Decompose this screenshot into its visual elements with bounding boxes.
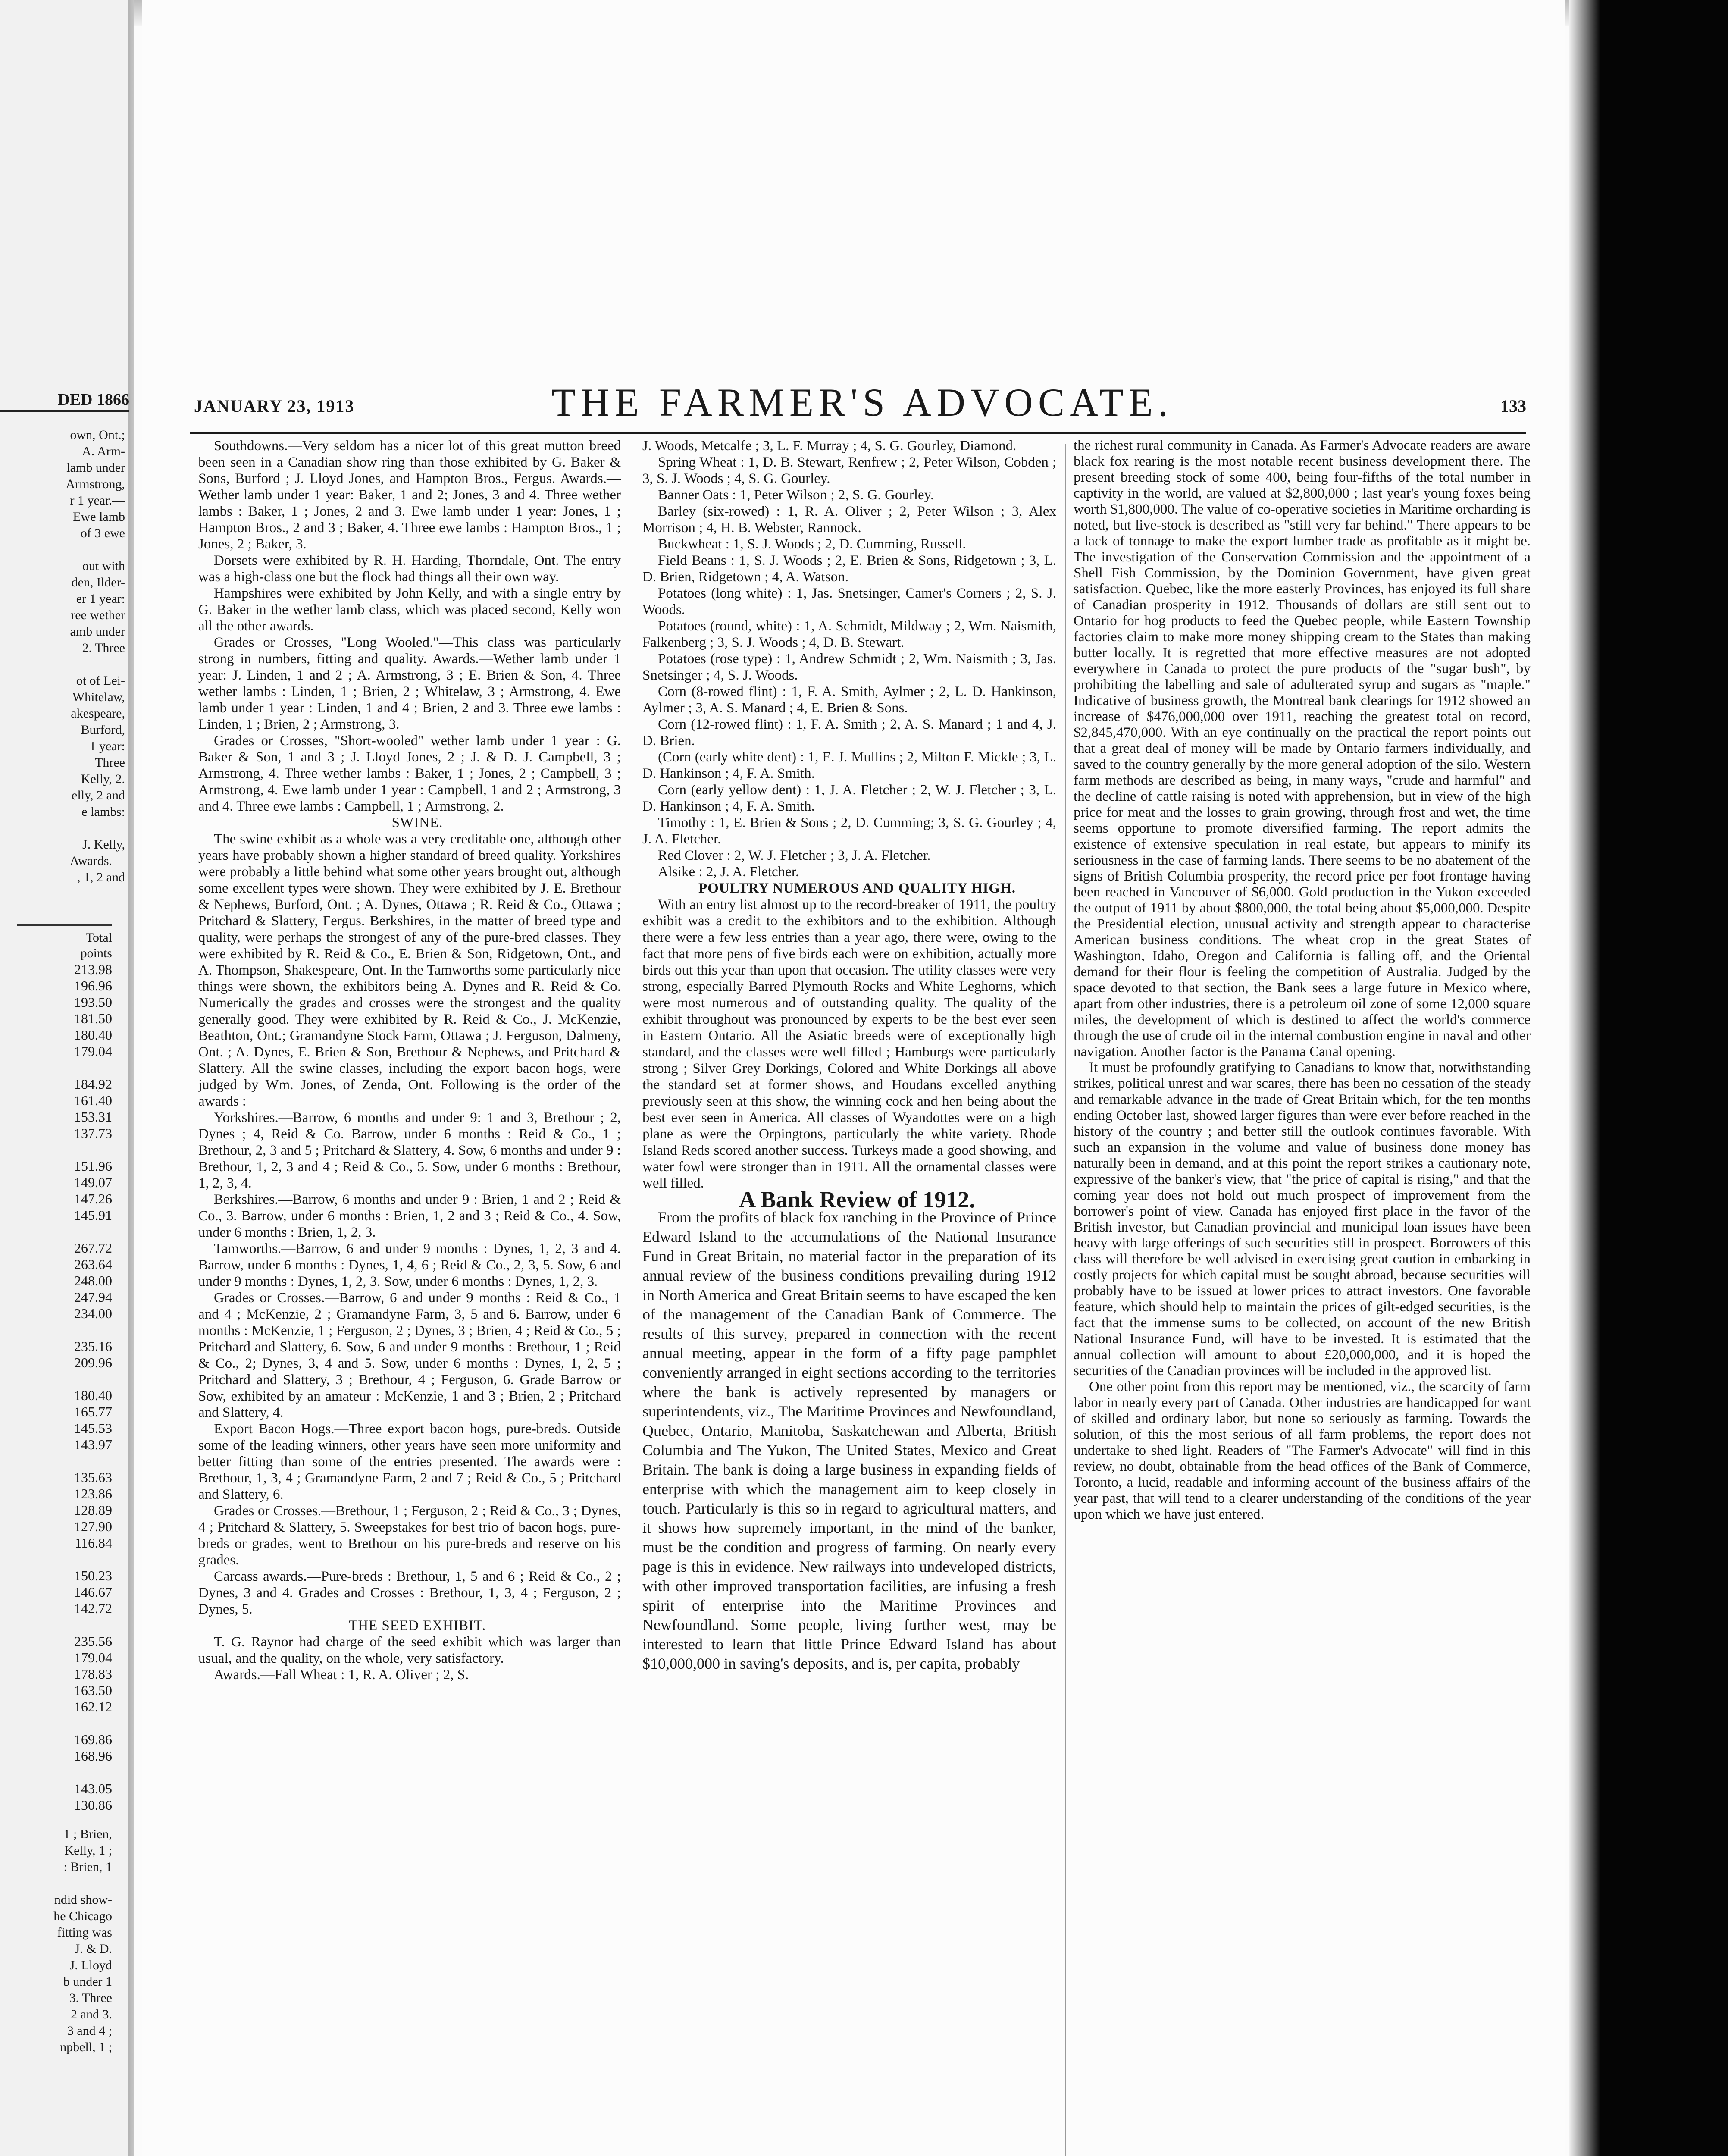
sliver-total-gap <box>0 1223 112 1240</box>
sliver-total-value: 165.77 <box>74 1404 112 1420</box>
sliver-total-value: 146.67 <box>74 1584 112 1600</box>
sliver-tail-fragments: 1 ; Brien, Kelly, 1 ; : Brien, 1 ndid show- he Chicago fitting was J. & D. J. Lloyd b under 1 3. Three 2 and 3. 3 and 4 ; npbell, 1 ; <box>53 1827 112 2054</box>
banner-oats-paragraph: Banner Oats : 1, Peter Wilson ; 2, S. G. Gourley. <box>658 487 934 503</box>
page-fold-shadow <box>128 0 134 2156</box>
sliver-total-gap <box>0 1371 112 1387</box>
sliver-total-value: 263.64 <box>74 1257 112 1272</box>
sliver-total-value: 149.07 <box>74 1175 112 1190</box>
corn-12-rowed-paragraph: Corn (12-rowed flint) : 1, F. A. Smith ; 2, A. S. Manard ; 1 and 4, J. D. Brien. <box>642 717 1056 749</box>
sliver-total-value: 142.72 <box>74 1601 112 1616</box>
sliver-total-value: 235.56 <box>74 1633 112 1649</box>
corn-8-rowed-paragraph: Corn (8-rowed flint) : 1, F. A. Smith, Aylmer ; 2, L. D. Hankinson, Aylmer ; 3, A. S. Manard ; 4, E. Brien & Sons. <box>642 684 1056 716</box>
sliver-total-value: 163.50 <box>74 1683 112 1698</box>
sliver-total-gap <box>0 1141 112 1158</box>
alsike-paragraph: Alsike : 2, J. A. Fletcher. <box>658 864 799 880</box>
sliver-totals-column <box>0 923 112 2056</box>
tamworths-paragraph: Tamworths.—Barrow, 6 and under 9 months : Dynes, 1, 2, 3 and 4. Barrow, under 6 months : Dynes, 1, 4, 6 ; Reid & Co., 2, 3, 5. Sow, 6 and under 9 months : Dynes, 1, 2, 3. Sow, under 6 months : Dynes, 1, 2, 3. <box>198 1241 621 1289</box>
sliver-total-gap <box>0 1322 112 1338</box>
sliver-total-value: 180.40 <box>74 1027 112 1043</box>
export-bacon-paragraph: Export Bacon Hogs.—Three export bacon hogs, pure-breds. Outside some of the leading winners, other years have seen more uniformity and better fitting than some of the entries presented. The awards were : Brethour, 1, 3, 4 ; Gramandyne Farm, 2 and 7 ; Reid & Co., 5 ; Pritchard and Slattery, 6. <box>198 1421 621 1502</box>
sliver-total-value: 267.72 <box>74 1240 112 1256</box>
field-beans-paragraph: Field Beans : 1, S. J. Woods ; 2, E. Brien & Sons, Ridgetown ; 3, L. D. Brien, Ridgetown ; 4, A. Watson. <box>642 553 1056 585</box>
buckwheat-paragraph: Buckwheat : 1, S. J. Woods ; 2, D. Cumming, Russell. <box>658 536 966 552</box>
sliver-total-value: 127.90 <box>74 1519 112 1534</box>
running-head <box>194 379 1526 427</box>
sliver-total-value: 123.86 <box>74 1486 112 1501</box>
sliver-total-gap <box>0 1453 112 1469</box>
timothy-paragraph: Timothy : 1, E. Brien & Sons ; 2, D. Cumming; 3, S. G. Gourley ; 4, J. A. Fletcher. <box>642 815 1056 847</box>
yorkshires-paragraph: Yorkshires.—Barrow, 6 months and under 9: 1 and 3, Brethour ; 2, Dynes ; 4, Reid & Co. Barrow, under 6 months : Reid & Co., 1 ; Brethour, 2, 3 and 5 ; Pritchard & Slattery, 4. Sow, 6 months and under 9 : Brethour, 1, 2, 3 and 4 ; Reid & Co., 5. Sow, under 6 months : Brethour, 1, 2, 3, 4. <box>198 1110 621 1191</box>
sliver-total-value: 168.96 <box>74 1748 112 1764</box>
red-clover-paragraph: Red Clover : 2, W. J. Fletcher ; 3, J. A. Fletcher. <box>658 848 931 863</box>
seed-exhibit-heading: THE SEED EXHIBIT. <box>349 1618 486 1633</box>
farm-labor-paragraph: One other point from this report may be mentioned, viz., the scarcity of farm labor in nearly every part of Canada. Other industries are handicapped for want of skilled and ordinary labor, but none so seriously as farming. Towards the solution, of this the most serious of all farm problems, the report does not undertake to shed light. Readers of "The Farmer's Advocate" will find in this review, no doubt, obtainable from the head offices of the Bank of Commerce, Toronto, a lucid, readable and informing account of the business affairs of the year past, that will tend to a clearer understanding of the conditions of the year upon which we have just entered. <box>1074 1379 1531 1522</box>
southdowns-paragraph: Southdowns.—Very seldom has a nicer lot of this great mutton breed been seen in a Canadian show ring than those exhibited by G. Baker & Sons, Burford ; J. Lloyd Jones, and Hampton Bros., Fergus. Awards.—Wether lamb under 1 year: Baker, 1 and 2; Jones, 3 and 4. Three wether lambs : Baker, 1 ; Jones, 2 and 3. Ewe lamb under 1 year: Jones, 1 ; Hampton Bros., 2 and 3 ; Baker, 4. Three ewe lambs : Hampton Bros., 1 ; Jones, 2 ; Baker, 3. <box>198 438 621 552</box>
sliver-total-value: 193.50 <box>74 994 112 1010</box>
sliver-total-value: 235.16 <box>74 1338 112 1354</box>
sliver-total-value: 150.23 <box>74 1568 112 1583</box>
seed-intro-paragraph: T. G. Raynor had charge of the seed exhibit which was larger than usual, and the quality, on the whole, very satisfactory. <box>198 1634 621 1666</box>
poultry-paragraph: With an entry list almost up to the record-breaker of 1911, the poultry exhibit was a credit to the exhibitors and to the exhibition. Although there were a few less entries than a year ago, there were, owing to the fact that more pens of five birds each were on exhibition, actually more birds out this year than upon that occasion. The utility classes were very strong, especially Barred Plymouth Rocks and White Leghorns, which were most numerous and of outstanding quality. The quality of the exhibit throughout was pronounced by experts to be the best ever seen in Eastern Ontario. All the Asiatic breeds were of exceptionally high standard, and the classes were well filled ; Hamburgs were particularly strong ; Silver Grey Dorkings, Colored and White Dorkings all above the standard set at former shows, and Houdans excelled anything previously seen at this show, the winning cock and hen being about the best ever seen in America. All classes of Wyandottes were on a high plane as were the Orpingtons, particularly the white variety. Rhode Island Reds scored another success. Turkeys made a good showing, and water fowl were stronger than in 1911. All the ornamental classes were well filled. <box>642 897 1056 1191</box>
bank-review-title: A Bank Review of 1912. <box>739 1187 975 1213</box>
page-number: 133 <box>1500 396 1526 416</box>
sliver-total-value: 145.91 <box>74 1207 112 1223</box>
sliver-total-value: 135.63 <box>74 1470 112 1485</box>
sliver-total-gap <box>0 1764 112 1780</box>
film-right-border <box>1600 0 1728 2156</box>
masthead-title: THE FARMER'S ADVOCATE. <box>551 380 1173 424</box>
sliver-total-value: 128.89 <box>74 1502 112 1518</box>
sliver-total-value: 179.04 <box>74 1044 112 1059</box>
potatoes-round-paragraph: Potatoes (round, white) : 1, A. Schmidt, Mildway ; 2, Wm. Naismith, Falkenberg ; 3, S. J. Woods ; 4, D. B. Stewart. <box>642 618 1056 650</box>
sliver-table-rule <box>17 924 112 926</box>
header-rule <box>190 432 1526 434</box>
sliver-total-value: 209.96 <box>74 1355 112 1370</box>
potatoes-rose-paragraph: Potatoes (rose type) : 1, Andrew Schmidt ; 2, Wm. Naismith ; 3, Jas. Snetsinger ; 4, S. J. Woods. <box>642 651 1056 683</box>
sliver-total-value: 196.96 <box>74 978 112 993</box>
sliver-total-value: 147.26 <box>74 1191 112 1206</box>
previous-page-sliver <box>0 0 134 2156</box>
spring-wheat-paragraph: Spring Wheat : 1, D. B. Stewart, Renfrew ; 2, Peter Wilson, Cobden ; 3, S. J. Woods ; 4, S. G. Gourley. <box>642 454 1056 486</box>
barley-paragraph: Barley (six-rowed) : 1, R. A. Oliver ; 2, Peter Wilson ; 3, Alex Morrison ; 4, H. B. Webster, Rannock. <box>642 504 1056 536</box>
sliver-total-value: 116.84 <box>75 1535 112 1551</box>
sliver-total-value: 151.96 <box>74 1158 112 1174</box>
sliver-total-value: 153.31 <box>74 1109 112 1125</box>
sliver-total-gap <box>0 1617 112 1633</box>
film-edge-gradient <box>1569 0 1600 2156</box>
sliver-total-gap <box>0 1715 112 1731</box>
dorsets-paragraph: Dorsets were exhibited by R. H. Harding, Thorndale, Ont. The entry was a high-class one but the flock had things all their own way. <box>198 553 621 585</box>
sliver-total-value: 137.73 <box>74 1125 112 1141</box>
sliver-total-value: 181.50 <box>74 1011 112 1026</box>
sliver-total-value: 169.86 <box>74 1732 112 1747</box>
sliver-total-gap <box>0 1551 112 1567</box>
sliver-total-value: 161.40 <box>74 1093 112 1108</box>
sliver-totals-heading: Total <box>85 931 112 945</box>
bank-review-continued: the richest rural community in Canada. As Farmer's Advocate readers are aware black fox rearing is the most notable recent business development there. The present breeding stock of some 400, being four-fifths of the total number in captivity in the world, are valued at $2,800,000 ; last year's young foxes being worth $1,800,000. The value of co-operative societies in Maritime orcharding is noted, but live-stock is described as "still very far behind." There appears to be a lack of tonnage to make the export lumber trade as profitable as it might be. The investigation of the Conservation Commission and the appointment of a Shell Fish Commission, by the Dominion Government, have given great satisfaction. Quebec, like the more easterly Provinces, has enjoyed its full share of Canadian prosperity in 1912. Thousands of dollars are still sent out to Ontario for hog products to feed the Quebec people, while Eastern Township factories claim to make more money shipping cream to the States than making butter locally. It is regretted that more effective measures are not adopted everywhere in Canada to protect the pure products of the "sugar bush", by prohibiting the labelling and sale of adulterated syrup and sugars as "maple." Indicative of business growth, the Montreal bank clearings for 1912 showed an increase of $476,000,000 over 1911, reaching the greatest total on record, $2,845,470,000. With an eye continually on the practical the report points out that a great deal of money will be made by Ontario farmers individually, and saved to the country generally by the more general adoption of the silo. Western farm methods are described as being, in many ways, "crude and harmful" and the decline of cattle raising is noted with apprehension, but in view of the high price for meat and the losses to grain growing, through frost and wet, the time seems opportune to promote diversified farming. The report admits the existence of extensive speculation in real estate, but appears to minify its seriousness in the case of farming lands. There seems to be no abatement of the signs of British Columbia prosperity, the record price per foot frontage having been reached in Vancouver of $6,000. Gold production in the Yukon exceeded the output of 1911 by about $800,000, the total being about $5,000,000. Despite the Presidential election, unusual activity and strength appear to characterise American business conditions. The wheat crop in the great States of Washington, Idaho, Oregon and California is falling off, and the Oriental demand for their flour is feeling the competition of Australia. Judged by the space devoted to that section, the Bank sees a large future in Mexico where, apart from other industries, there is a petroleum oil zone of some 12,000 square miles, the development of which is destined to affect the world's commerce through the use of crude oil in the internal combustion engine in naval and other navigation. Another factor is the Panama Canal opening. <box>1074 438 1531 1059</box>
newspaper-page <box>142 0 1565 2156</box>
carcass-paragraph: Carcass awards.—Pure-breds : Brethour, 1, 5 and 6 ; Reid & Co., 2 ; Dynes, 3 and 4. Grades and Crosses : Brethour, 1, 3, 4 ; Ferguson, 2 ; Dynes, 5. <box>198 1569 621 1617</box>
column-3 <box>1074 438 1531 1523</box>
column-divider <box>1065 444 1066 2156</box>
sliver-total-value: 178.83 <box>74 1666 112 1682</box>
sliver-totals-subheading: points <box>80 946 112 960</box>
fall-wheat-paragraph: Awards.—Fall Wheat : 1, R. A. Oliver ; 2, S. <box>214 1667 469 1683</box>
sliver-total-value: 145.53 <box>74 1420 112 1436</box>
sliver-total-value: 162.12 <box>74 1699 112 1714</box>
seed-awards-continued: J. Woods, Metcalfe ; 3, L. F. Murray ; 4, S. G. Gourley, Diamond. <box>642 438 1017 454</box>
sliver-total-value: 184.92 <box>74 1076 112 1092</box>
swine-intro-paragraph: The swine exhibit as a whole was a very creditable one, although other years have probably shown a higher standard of breed quality. Yorkshires were probably a little behind what some other years brought out, although some excellent types were shown. They were exhibited by J. E. Brethour & Nephews, Burford, Ont. ; A. Dynes, Ottawa ; R. Reid & Co., Ottawa ; Pritchard & Slattery, Fergus. Berkshires, in the matter of breed type and quality, were perhaps the strongest of any of the pure-bred classes. They were exhibited by R. Reid & Co., E. Brien & Son, Ridgetown, Ont., and A. Thompson, Shakespeare, Ont. In the Tamworths some particularly nice things were shown, the exhibitors being A. Dynes and R. Reid & Co. Numerically the grades and crosses were the strongest and the quality generally good. They were exhibited by R. Reid & Co., J. McKenzie, Beathton, Ont.; Gramandyne Stock Farm, Ottawa ; J. Ferguson, Dalmeny, Ont. ; A. Dynes, E. Brien & Son, Brethour & Nephews, and Pritchard & Slattery. All the swine classes, including the export bacon hogs, were judged by Wm. Jones, of Zenda, Ont. Following is the order of the awards : <box>198 831 621 1109</box>
great-britain-paragraph: It must be profoundly gratifying to Canadians to know that, notwithstanding strikes, political unrest and war scares, there has been no cessation of the steady and remarkable advance in the trade of Great Britain which, for the ten months ending October last, showed larger figures than were ever before reached in the history of the country ; and better still the outlook continues favorable. With such an expansion in the volume and value of business done money has naturally been in demand, and at this point the report strikes a cautionary note, expressive of the banker's view, that "the price of capital is rising," and that the coming year does not hold out much prospect of improvement from the borrower's point of view. Canada has enjoyed first place in the favor of the British investor, but Canadian provincial and municipal loan issues have been heavy with large offerings of such securities still in prospect. Borrowers of this class will therefore be well advised in exercising great caution in embarking in costly projects for which capital must be sought abroad, because securities will probably have to be issued at lower prices to attract investors. One favorable feature, which should help to maintain the prices of gilt-edged securities, is the fact that the immense sums to be collected, on account of the new British National Insurance Fund, will have to be invested. It is estimated that the annual collection will amount to about £20,000,000, and it is hoped the securities of the Canadian provinces will be included in the approved list. <box>1074 1060 1531 1379</box>
swine-grades-paragraph: Grades or Crosses.—Barrow, 6 and under 9 months : Reid & Co., 1 and 4 ; McKenzie, 2 ; Gramandyne Farm, 3, 5 and 6. Barrow, under 6 months : McKenzie, 1 ; Ferguson, 2 ; Dynes, 3 ; Brien, 4 ; Reid & Co., 5 ; Pritchard and Slattery, 6. Sow, 6 and under 9 months : Brethour, 1 ; Reid & Co., 2; Dynes, 3, 4 and 5. Sow, under 6 months : Dynes, 1, 2, 5 ; Pritchard and Slattery, 3 ; Brethour, 4 ; Ferguson, 6. Grade Barrow or Sow, exhibited by an amateur : McKenzie, 1 and 3 ; Brien, 2 ; Pritchard and Slattery, 4. <box>198 1290 621 1420</box>
bacon-grades-paragraph: Grades or Crosses.—Brethour, 1 ; Ferguson, 2 ; Reid & Co., 3 ; Dynes, 4 ; Pritchard & Slattery, 5. Sweepstakes for best trio of bacon hogs, pure-breds or grades, went to Brethour on his pure-breds and reserve on his grades. <box>198 1503 621 1568</box>
hampshires-paragraph: Hampshires were exhibited by John Kelly, and with a single entry by G. Baker in the wether lamb class, which was placed second, Kelly won all the other awards. <box>198 586 621 634</box>
sliver-header-rule <box>0 410 129 412</box>
column-2 <box>642 438 1056 1673</box>
short-wooled-paragraph: Grades or Crosses, "Short-wooled" wether lamb under 1 year : G. Baker & Son, 1 and 3 ; J. Lloyd Jones, 2 ; J. & D. J. Campbell, 3 ; Armstrong, 4. Three wether lambs : Baker, 1 ; Jones, 2 ; Campbell, 3 ; Armstrong, 4. Ewe lamb under 1 year : Campbell, 1 and 2 ; Armstrong, 3 and 4. Three ewe lambs : Campbell, 1 ; Armstrong, 2. <box>198 733 621 814</box>
berkshires-paragraph: Berkshires.—Barrow, 6 months and under 9 : Brien, 1 and 2 ; Reid & Co., 3. Barrow, under 6 months : Brien, 1, 2 and 3 ; Reid & Co., 4. Sow, under 6 months : Brien, 1, 2, 3. <box>198 1192 621 1240</box>
sliver-total-value: 234.00 <box>74 1306 112 1321</box>
sliver-total-gap <box>0 1059 112 1076</box>
sliver-total-value: 143.05 <box>74 1781 112 1796</box>
corn-white-dent-paragraph: (Corn (early white dent) : 1, E. J. Mullins ; 2, Milton F. Mickle ; 3, L. D. Hankinson ; 4, F. A. Smith. <box>642 749 1056 781</box>
sliver-total-value: 248.00 <box>74 1273 112 1288</box>
sliver-total-value: 130.86 <box>74 1797 112 1813</box>
potatoes-long-paragraph: Potatoes (long white) : 1, Jas. Snetsinger, Camer's Corners ; 2, S. J. Woods. <box>642 586 1056 617</box>
column-1 <box>198 438 621 1683</box>
sliver-total-value: 143.97 <box>74 1437 112 1452</box>
bank-review-paragraph: From the profits of black fox ranching in the Province of Prince Edward Island to the accumulations of the National Insurance Fund in Great Britain, no material factor in the preparation of its annual review of the business conditions prevailing during 1912 in North America and Great Britain seems to have escaped the ken of the management of the Canadian Bank of Commerce. The results of this survey, prepared in connection with the recent annual meeting, appear in the form of a fifty page pamphlet conveniently arranged in eight sections according to the territories where the bank is actively represented by managers or superintendents, viz., The Maritime Provinces and Newfoundland, Quebec, Ontario, Manitoba, Saskatchewan and Alberta, British Columbia and The Yukon, The United States, Mexico and Great Britain. The bank is doing a large business in expanding fields of enterprise with which the management aim to keep closely in touch. Particularly is this so in regard to agricultural matters, and it shows how supremely important, in the mind of the banker, must be the condition and progress of farming. On nearly every page is this in evidence. New railways into undeveloped districts, with other improved transportation facilities, are infusing a fresh spirit of enterprise into the Maritime Provinces and Newfoundland. Some people, living further west, may be interested to learn that little Prince Edward Island has about $10,000,000 in saving's deposits, and is, per capita, probably <box>642 1209 1056 1672</box>
issue-date: JANUARY 23, 1913 <box>194 396 355 416</box>
corn-yellow-dent-paragraph: Corn (early yellow dent) : 1, J. A. Fletcher ; 2, W. J. Fletcher ; 3, L. D. Hankinson ; 4, F. A. Smith. <box>642 782 1056 814</box>
swine-heading: SWINE. <box>391 815 443 830</box>
long-wooled-paragraph: Grades or Crosses, "Long Wooled."—This class was particularly strong in numbers, fitting and quality. Awards.—Wether lamb under 1 year: J. Linden, 1 and 2 ; A. Armstrong, 3 ; E. Brien & Son, 4. Three wether lambs : Linden, 1 ; Brien, 2 ; Whitelaw, 3 ; Armstrong, 4. Ewe lamb under 1 year : Linden, 1 and 4 ; Brien, 2 and 3. Three ewe lambs : Linden, 1 ; Brien, 2 ; Armstrong, 3. <box>198 635 621 732</box>
sliver-total-value: 213.98 <box>74 962 112 977</box>
sliver-total-value: 247.94 <box>74 1289 112 1305</box>
poultry-heading: POULTRY NUMEROUS AND QUALITY HIGH. <box>698 881 1016 896</box>
sliver-running-head: DED 1866 <box>58 391 129 409</box>
sliver-totals-list <box>0 961 112 1813</box>
sliver-total-value: 179.04 <box>74 1650 112 1665</box>
sliver-total-value: 180.40 <box>74 1388 112 1403</box>
sliver-text-fragments: own, Ont.; A. Arm- lamb under Armstrong, r 1 year.— Ewe lamb of 3 ewe out with den, Ilder- er 1 year: ree wether amb under 2. Three ot of Lei- Whitelaw, akespeare, Burford, 1 year: Three Kelly, 2. elly, 2 and e lambs: J. Kelly, Awards.— , 1, 2 and <box>66 428 125 884</box>
